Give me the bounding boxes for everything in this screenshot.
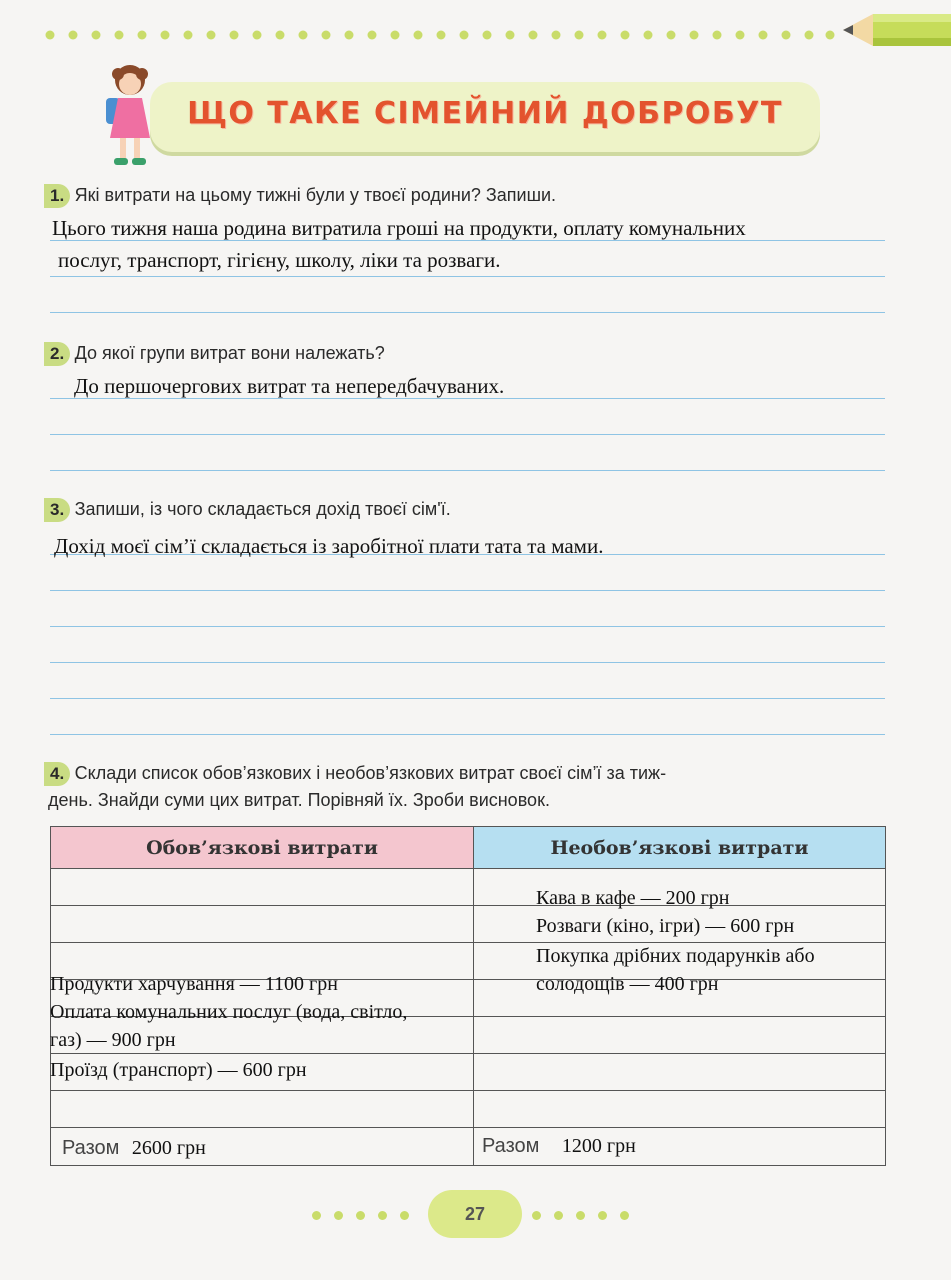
- optional-expense-1: Кава в кафе — 200 грн: [536, 887, 730, 909]
- table-cell: [51, 906, 474, 943]
- page-number: 27: [464, 1204, 486, 1224]
- page-title: ЩО ТАКЕ СІМЕЙНИЙ ДОБРОБУТ: [187, 96, 783, 131]
- mandatory-expense-1: Продукти харчування — 1100 грн: [50, 973, 338, 995]
- question-number: 4.: [44, 762, 70, 786]
- footer-dot: [312, 1211, 321, 1220]
- footer-dot: [576, 1211, 585, 1220]
- answer-1-line-1: Цього тижня наша родина витратила гроші на продукти, оплату комунальних: [52, 216, 746, 240]
- mandatory-expense-3: Проїзд (транспорт) — 600 грн: [50, 1059, 307, 1081]
- question-number: 1.: [44, 184, 70, 208]
- answer-line: [50, 590, 885, 591]
- mandatory-header: Обов’язкові витрати: [146, 836, 378, 859]
- answer-line: [50, 434, 885, 435]
- footer-dot: [532, 1211, 541, 1220]
- footer-dot: [334, 1211, 343, 1220]
- footer-dot: [598, 1211, 607, 1220]
- table-cell: [474, 1091, 886, 1128]
- answer-line: [50, 626, 885, 627]
- optional-header-cell: [474, 827, 886, 869]
- footer-dot: [554, 1211, 563, 1220]
- page-number-badge: [428, 1190, 522, 1238]
- question-text-line-1: Склади список обов’язкових і необов’язкових витрат своєї сім’ї за тиж-: [74, 763, 667, 783]
- question-3: [44, 498, 451, 522]
- question-text-line-2: день. Знайди суми цих витрат. Порівняй їх. Зроби висновок.: [48, 790, 550, 810]
- answer-2-line-1: До першочергових витрат та непередбачуваних.: [74, 374, 505, 398]
- answer-1-line-2: послуг, транспорт, гігієну, школу, ліки та розваги.: [58, 248, 501, 272]
- right-total-value: 1200 грн: [561, 1135, 636, 1157]
- table-cell: [51, 1091, 474, 1128]
- optional-header: Необов’язкові витрати: [550, 836, 809, 859]
- top-dotted-border: [45, 28, 835, 42]
- title-banner: [150, 82, 820, 152]
- right-total-row: [482, 1132, 636, 1161]
- question-number: 2.: [44, 342, 70, 366]
- optional-expense-2: Розваги (кіно, ігри) — 600 грн: [536, 915, 795, 937]
- total-label: Разом: [482, 1135, 540, 1157]
- question-text: До якої групи витрат вони належать?: [74, 343, 385, 363]
- answer-3-line-1: Дохід моєї сім’ї складається із заробітної плати тата та мами.: [54, 534, 604, 558]
- left-total-value: 2600 грн: [131, 1137, 206, 1159]
- mandatory-expense-2a: Оплата комунальних послуг (вода, світло,: [50, 1001, 408, 1023]
- optional-expense-3b: солодощів — 400 грн: [536, 973, 719, 995]
- table-cell: [474, 1017, 886, 1054]
- answer-line: [50, 698, 885, 699]
- optional-expense-3a: Покупка дрібних подарунків або: [536, 945, 815, 967]
- left-total-row: [62, 1134, 206, 1163]
- answer-line: [50, 734, 885, 735]
- footer-dot: [620, 1211, 629, 1220]
- answer-line: [50, 470, 885, 471]
- mandatory-expense-2b: газ) — 900 грн: [50, 1029, 176, 1051]
- footer-dot: [378, 1211, 387, 1220]
- question-1: [44, 184, 556, 208]
- answer-line: [50, 276, 885, 277]
- table-cell: [51, 869, 474, 906]
- answer-line: [50, 312, 885, 313]
- question-number: 3.: [44, 498, 70, 522]
- mandatory-header-cell: [51, 827, 474, 869]
- footer-dot: [400, 1211, 409, 1220]
- pencil-icon: [835, 8, 951, 52]
- question-4: [44, 762, 889, 786]
- question-2: [44, 342, 385, 366]
- answer-line: [50, 662, 885, 663]
- table-cell: [474, 1054, 886, 1091]
- total-label: Разом: [62, 1137, 120, 1159]
- question-text: Які витрати на цьому тижні були у твоєї родини? Запиши.: [74, 185, 557, 205]
- footer-dot: [356, 1211, 365, 1220]
- question-text: Запиши, із чого складається дохід твоєї сім'ї.: [74, 499, 451, 519]
